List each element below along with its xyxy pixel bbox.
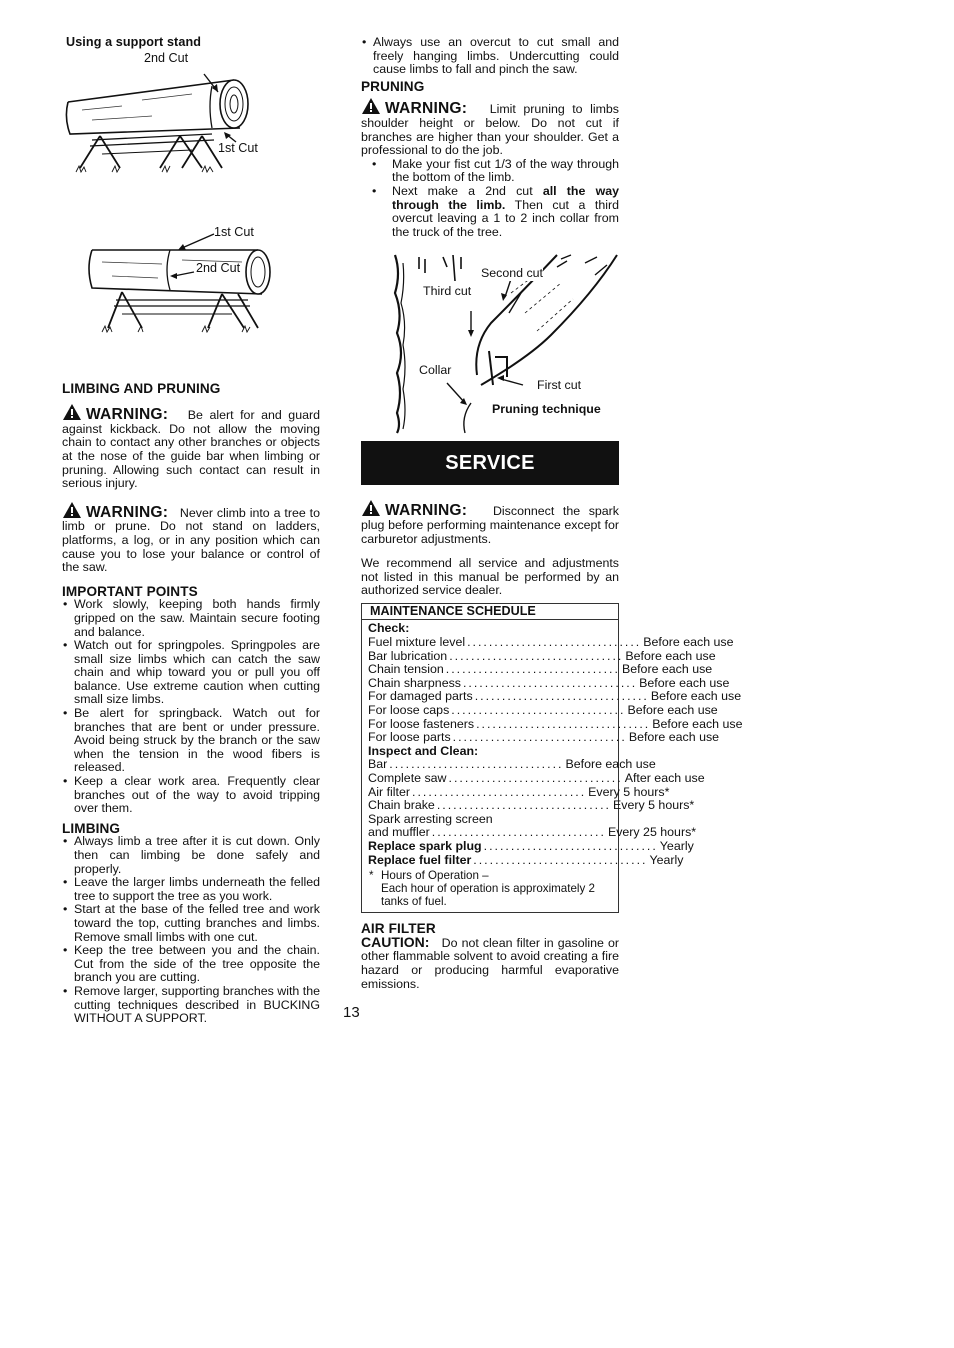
row-leader: ................................ [473, 852, 648, 867]
warning-triangle-icon [62, 501, 82, 519]
row-value: Before each use [650, 689, 742, 704]
left-column [62, 36, 320, 1026]
table-row [368, 784, 670, 800]
table-row [368, 852, 684, 868]
maintenance-schedule-table [361, 603, 743, 913]
check-label: Check: [368, 621, 410, 636]
row-item: For damaged parts [368, 689, 473, 704]
table-row [368, 662, 713, 677]
row-item: Bar lubrication [368, 648, 448, 663]
row-item: Chain sharpness [368, 675, 461, 690]
pruning-heading: PRUNING [361, 78, 425, 94]
table-row [368, 838, 694, 854]
fig1-first-cut-label: 1st Cut [218, 140, 258, 155]
list-item [371, 185, 619, 239]
limbing-heading: LIMBING [62, 820, 121, 836]
warning-climb [62, 501, 320, 575]
support-stand-figure-1 [62, 50, 320, 198]
row-value: After each use [624, 771, 705, 785]
schedule-body [362, 620, 743, 912]
row-item: Chain brake [368, 798, 435, 813]
row-leader: ................................ [452, 730, 627, 745]
list-item: • Remove larger, supporting branches with the cutting techniques described in BUCKING WITHOUT A SUPPORT. [62, 985, 320, 1026]
list-item: • Watch out for springpoles. Springpoles are small size limbs which can catch the saw chain and whip toward you or pull you off balance. Use extreme caution when cutting small size limbs. [62, 639, 320, 707]
row-value: Every 25 hours* [607, 825, 697, 840]
pruning-technique-figure [361, 253, 619, 435]
table-row [368, 635, 734, 650]
log-on-stand-illustration-1 [62, 50, 320, 198]
row-item: Replace spark plug [368, 838, 482, 853]
warning-text: Never climb into a tree to limb or prune. Do not stand on ladders, platforms, a log, or in any position which can cause you to lose your balance or control of the saw. [62, 505, 321, 575]
row-value: Yearly [659, 838, 694, 853]
warning-label: WARNING: [385, 100, 468, 118]
row-item: Replace fuel filter [368, 852, 472, 867]
row-leader: ................................ [412, 784, 587, 799]
log-on-stand-illustration-2 [62, 220, 320, 376]
row-item: For loose parts [368, 730, 451, 745]
row-leader: ................................ [462, 675, 638, 690]
fig3-second-cut-label: Second cut [481, 266, 543, 281]
fig2-second-cut-label: 2nd Cut [196, 260, 241, 275]
service-recommendation: We recommend all service and adjustments not listed in this manual be performed by an authorized service dealer. [361, 556, 619, 598]
row-leader: ................................ [451, 703, 626, 718]
support-stand-figure-2 [62, 220, 320, 376]
table-row [368, 771, 705, 786]
row-value: Before each use [621, 662, 713, 677]
overcut-list [361, 36, 619, 77]
fig1-second-cut-label: 2nd Cut [144, 50, 189, 65]
row-item: Fuel mixture level [368, 635, 466, 650]
caution-text: Do not clean filter in gasoline or other flammable solvent to avoid creating a fire hazard or producing harmful evaporative emissions. [361, 935, 619, 991]
table-row [368, 675, 730, 691]
warning-shoulder-height [361, 97, 619, 157]
warning-triangle-icon [361, 97, 381, 115]
note-asterisk: * [369, 869, 374, 883]
warning-label: WARNING: [86, 503, 169, 521]
air-filter-heading: AIR FILTER [361, 921, 436, 937]
row-value: Before each use [627, 703, 718, 718]
list-item: • Work slowly, keeping both hands firmly gripped on the saw. Maintain secure footing and balance. [62, 598, 320, 639]
right-column [361, 35, 743, 991]
important-points-list [62, 598, 320, 816]
row-item: For loose fasteners [368, 716, 475, 731]
limbing-list [62, 835, 320, 1025]
fig3-caption: Pruning technique [492, 402, 601, 417]
list-item: • Leave the larger limbs underneath the felled tree to support the tree as you work. [62, 876, 320, 903]
row-value: Yearly [649, 852, 684, 867]
schedule-title: MAINTENANCE SCHEDULE [362, 604, 618, 621]
warning-text: Limit pruning to limbs shoulder height or below. Do not cut if branches are higher than your shoulder. Get a professional to do the job. [361, 102, 619, 158]
warning-text: Be alert for and guard against kickback. Do not allow the moving chain to contact any other branches or objects at the nose of the guide bar when limbing or pruning. Allowing such contact can result in serious injury. [62, 408, 321, 491]
table-row [368, 648, 716, 664]
row-leader: ................................ [448, 771, 623, 785]
list-item: • Always use an overcut to cut small and freely hanging limbs. Undercutting could cause limbs to fall and pinch the saw. [361, 36, 619, 77]
fig3-first-cut-label: First cut [537, 378, 582, 393]
important-points-heading: IMPORTANT POINTS [62, 583, 198, 599]
row-value: Every 5 hours* [612, 798, 695, 813]
row-value: Before each use [652, 716, 743, 731]
table-row [368, 716, 743, 732]
caution-solvent [361, 933, 619, 991]
step-emphasis: all the way through the limb. [392, 183, 619, 212]
row-leader: ................................ [431, 825, 606, 840]
step-text: Then cut a third overcut leaving a 1 to 2 inch collar from the truck of the tree. [392, 197, 619, 239]
warning-label: WARNING: [86, 406, 169, 424]
row-leader: ................................ [436, 798, 611, 813]
pruning-steps-list [361, 158, 619, 240]
list-item: • Keep the tree between you and the chain. Cut from the side of the tree opposite the branch you are cutting. [62, 944, 320, 985]
row-value: Before each use [628, 730, 720, 745]
table-row [368, 825, 697, 840]
row-value: Before each use [625, 648, 716, 663]
row-leader: ................................ [476, 716, 651, 731]
row-value: Before each use [643, 635, 734, 650]
list-item: • Always limb a tree after it is cut down. Only then can limbing be done safely and properly. [62, 835, 320, 876]
row-item: Chain tension [368, 662, 444, 677]
table-row [368, 703, 718, 718]
limbing-pruning-heading: LIMBING AND PRUNING [62, 380, 221, 396]
row-item: and muffler [368, 825, 430, 840]
note-line-1: Hours of Operation – [381, 869, 489, 883]
row-item: For loose caps [368, 703, 450, 718]
note-line-2: Each hour of operation is approximately 2 tanks of fuel. [381, 882, 595, 909]
row-value: Before each use [639, 675, 730, 690]
warning-kickback [62, 403, 320, 491]
fig3-third-cut-label: Third cut [423, 284, 472, 299]
spark-arresting-line: Spark arresting screen [368, 811, 493, 826]
row-value: Every 5 hours* [588, 784, 670, 799]
row-item: Air filter [368, 784, 410, 799]
warning-triangle-icon [361, 499, 381, 517]
row-leader: ................................ [449, 648, 624, 663]
warning-triangle-icon [62, 403, 82, 421]
table-row [368, 730, 720, 745]
fig3-collar-label: Collar [419, 363, 452, 378]
table-row [368, 798, 695, 813]
warning-text: Disconnect the spark plug before performing maintenance except for carburetor adjustments. [361, 504, 620, 546]
row-leader: ................................ [467, 635, 642, 650]
list-item: • Make your fist cut 1/3 of the way through the bottom of the limb. [371, 158, 619, 185]
fig2-first-cut-label: 1st Cut [214, 224, 254, 239]
row-leader: ................................ [474, 689, 649, 704]
warning-spark-plug [361, 499, 619, 546]
service-banner: SERVICE [361, 441, 619, 485]
inspect-label: Inspect and Clean: [368, 743, 479, 758]
row-leader: ................................ [483, 838, 658, 853]
step-text: Next make a 2nd cut [392, 183, 543, 198]
warning-label: WARNING: [385, 502, 468, 520]
list-item: • Be alert for springback. Watch out for branches that are bent or under pressure. Avoid being struck by the branch or the saw when the tension in the wood fibers is released. [62, 707, 320, 775]
row-value: Before each use [565, 757, 656, 772]
list-item: • Start at the base of the felled tree and work toward the top, cutting branches and limbs. Remove small limbs with one cut. [62, 903, 320, 944]
row-item: Complete saw [368, 771, 447, 785]
row-leader: ................................ [389, 757, 564, 772]
table-row [368, 757, 656, 772]
page-number: 13 [343, 1004, 360, 1021]
support-stand-title: Using a support stand [66, 35, 202, 49]
row-item: Bar [368, 757, 388, 772]
table-row [368, 689, 742, 704]
hours-note [368, 869, 612, 908]
list-item: • Keep a clear work area. Frequently clear branches out of the way to avoid tripping over them. [62, 775, 320, 816]
caution-label: CAUTION: [361, 933, 430, 950]
row-leader: ................................ [445, 662, 620, 677]
